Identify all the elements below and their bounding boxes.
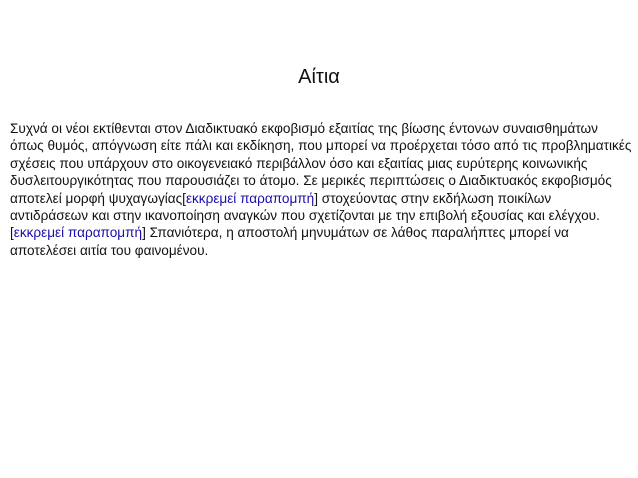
body-paragraph [10, 120, 632, 259]
citation-needed-link-2[interactable]: εκκρεμεί παραπομπή [13, 225, 143, 241]
paragraph-text-part-1: Συχνά οι νέοι εκτίθενται στον Διαδικτυακό εκφοβισμό εξαιτίας της βίωσης έντονων συναισθημάτων όπως θυμός, απόγνωση είτε πάλι και εκδίκηση, που μπορεί να προέρχεται τόσο από τις προβληματικές σχέσεις που υπάρχουν στο οικογενειακό περιβάλλον όσο και εξαιτίας μιας ευρύτερης κοινωνικής δυσλειτουργικότητας που παρουσιάζει το άτομο. Σε μερικές περιπτώσεις ο Διαδικτυακός εκφοβισμός αποτελεί μορφή ψυχαγωγίας[ [10, 121, 632, 206]
paragraph-text-part-3: ] Σπανιότερα, η αποστολή μηνυμάτων σε λάθος παραλήπτες μπορεί να αποτελέσει αιτία του φαινομένου. [10, 225, 569, 258]
slide-title: Αίτια [298, 66, 340, 88]
citation-needed-link-1[interactable]: εκκρεμεί παραπομπή [185, 190, 315, 206]
paragraph-text-part-2: ] στοχεύοντας στην εκδήλωση ποικίλων αντιδράσεων και στην ικανοποίηση αναγκών που σχετίζονται με την επιβολή εξουσίας και ελέγχου.[ [10, 190, 600, 241]
